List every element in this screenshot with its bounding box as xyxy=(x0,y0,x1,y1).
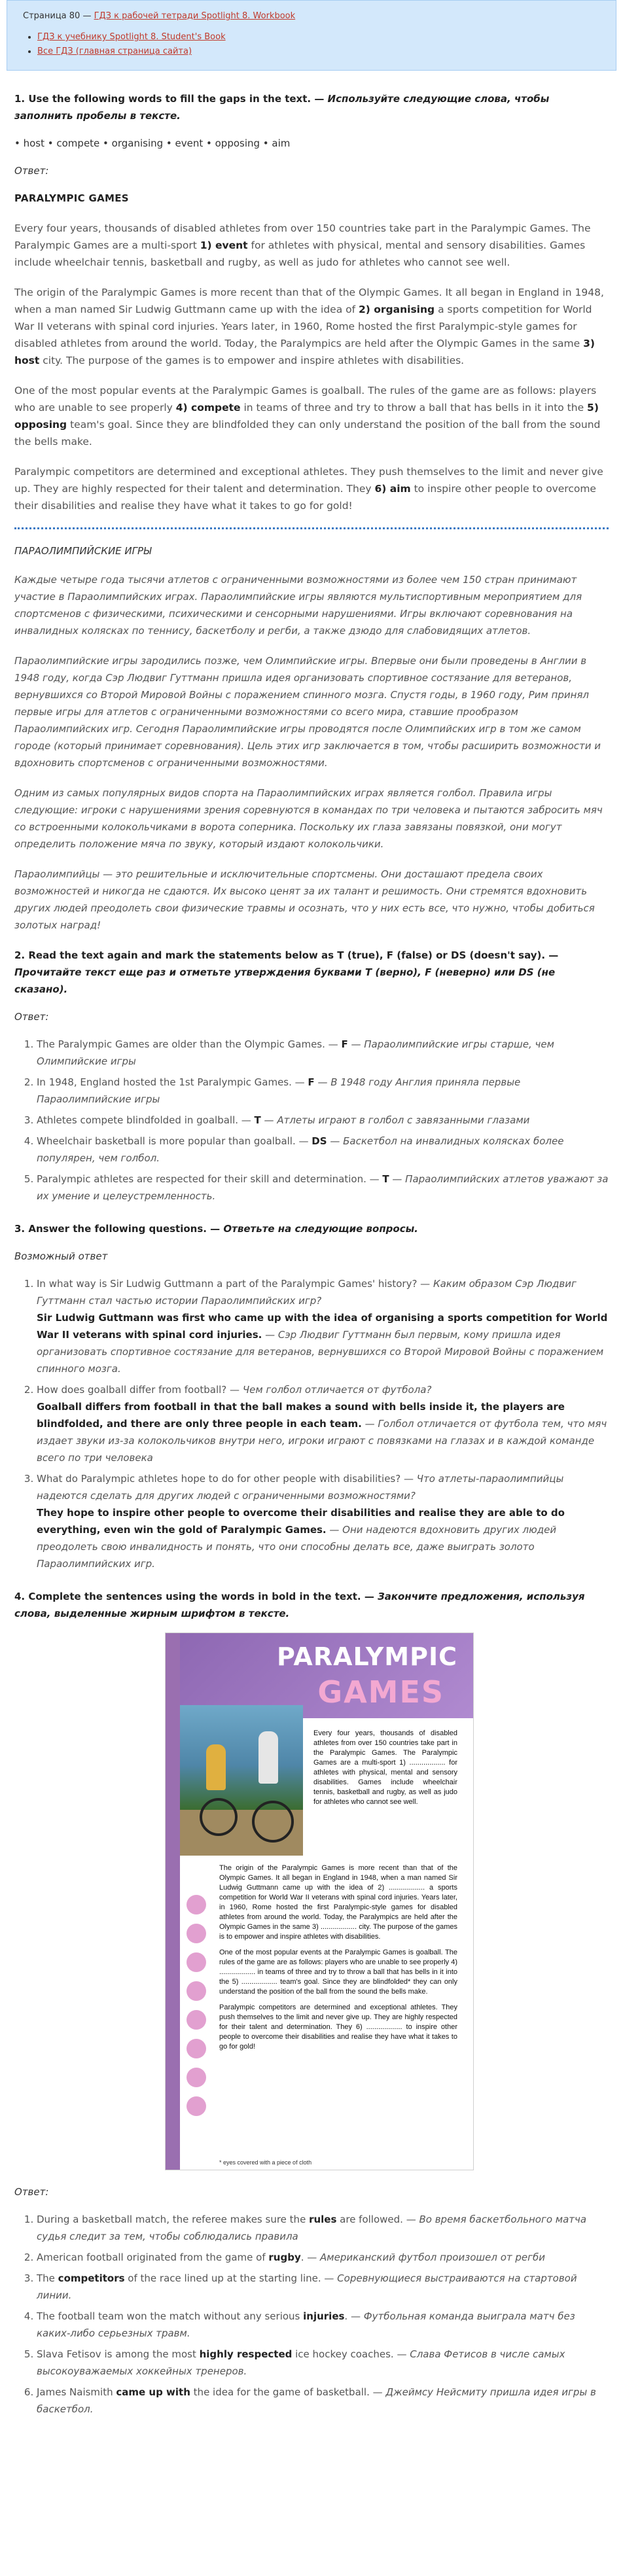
ex1-word-list: • host • compete • organising • event • opposing • aim xyxy=(14,137,291,149)
list-item: 5. Slava Fetisov is among the most highly respected ice hockey coaches. — Слава Фетисов в числе самых высокоуважаемых хоккейных тренеров. xyxy=(37,2346,609,2380)
decorative-circle xyxy=(187,1895,206,1914)
tf-mark: T xyxy=(382,1173,389,1185)
list-item: 2. American football originated from the game of rugby. — Американский футбол произошел от регби xyxy=(37,2249,609,2266)
main-content xyxy=(7,90,616,2418)
ex1-task xyxy=(14,90,609,124)
decorative-circle xyxy=(187,2039,206,2058)
students-book-link[interactable]: ГДЗ к учебнику Spotlight 8. Student's Book xyxy=(37,32,226,42)
ex4-task: 4. Complete the sentences using the words in bold in the text. — Закончите предложения, используя слова, выделенные жирным шрифтом в тексте. xyxy=(14,1591,585,1619)
ex1-translation-paragraph-3: Одним из самых популярных видов спорта на Параолимпийских играх является голбол. Правила игры следующие: игроки с нарушениями зрения соревнуются в командах по три человека и пытаются забросить мяч со встроенными колокольчиками в ворота соперника. Поскольку их глаза завязаны повязкой, они могут определить положение мяча по звуку, который издают колокольчики. xyxy=(14,787,603,850)
filled-gap: 1) event xyxy=(200,239,248,251)
nav-title-prefix: Страница 80 — xyxy=(23,11,94,21)
ex1-task-ru: Используйте следующие слова, чтобы заполнить пробелы в тексте. xyxy=(14,93,550,122)
ex3-task: 3. Answer the following questions. — Ответьте на следующие вопросы. xyxy=(14,1223,418,1235)
decorative-circle xyxy=(187,2010,206,2030)
ex1-translation-paragraph-2: Параолимпийские игры зародились позже, чем Олимпийские игры. Впервые они были проведены в Англии в 1948 году, когда Сэр Людвиг Гуттманн пришла идея организовать спортивное состязание для ветеранов, вернувшихся со Второй Мировой Войны с поражением спинного мозга. Спустя годы, в 1960 году, Рим принял первые игры для атлетов с ограниченными возможностями со всего мира, ставшие прообразом Параолимпийских игр. Сегодня Параолимпийские игры проводятся после Олимпийских игр в том же самом городе (который принимает соревнования). Цель этих игр заключается в том, чтобы расширить возможности и вдохновить спортсменов с ограниченными возможностями. xyxy=(14,655,601,769)
page-margin-stripe xyxy=(166,1633,180,2170)
ex4-answer-list xyxy=(14,2211,609,2418)
filled-gap: 5) opposing xyxy=(14,402,599,431)
ex1-translation-paragraph-4: Параолимпийцы — это решительные и исключительные спортсмены. Они досташают предела своих возможностей и никогда не сдаются. Их высоко ценят за их талант и решимость. Они стремятся вдохновить других людей преодолеть свои физические травмы и осознать, что у них есть все, что нужно, чтобы добиться золотых наград! xyxy=(14,868,595,931)
ex1-paragraph-4: Paralympic competitors are determined and exceptional athletes. They push themselves to the limit and never give up. They are highly respected for their talent and determination. They 6) aim to inspire other people to overcome their disabilities and realise they have what it takes to go for gold! xyxy=(14,466,603,512)
ex1-paragraph-3: One of the most popular events at the Paralympic Games is goalball. The rules of the game are as follows: players who are unable to see properly 4) compete in teams of three and try to throw a ball that has bells in it into the 5) opposing team's goal. Since they are blindfolded they can only understand the position of the ball from the sound the bells make. xyxy=(14,385,601,448)
list-item: 1. The Paralympic Games are older than the Olympic Games. — F — Параолимпийские игры старше, чем Олимпийские игры xyxy=(37,1036,609,1070)
player-figure xyxy=(258,1731,278,1784)
player-figure xyxy=(206,1744,226,1790)
tf-mark: F xyxy=(341,1038,348,1050)
ex1-paragraph-2: The origin of the Paralympic Games is more recent than that of the Olympic Games. It all began in England in 1948, when a man named Sir Ludwig Guttmann came up with the idea of 2) organising a sports competition for World War II veterans with spinal cord injuries. Years later, in 1960, Rome hosted the first Paralympic-style games for disabled athletes from around the world. Today, the Paralympics are held after the Olympic Games in the same 3) host city. The purpose of the games is to empower and inspire athletes with disabilities. xyxy=(14,287,604,366)
decorative-circles xyxy=(187,1895,209,2125)
nav-link-item xyxy=(37,31,600,44)
textbook-page-image xyxy=(165,1632,474,2170)
list-item: 3. Athletes compete blindfolded in goalball. — T — Атлеты играют в голбол с завязанными глазами xyxy=(37,1112,609,1129)
textbook-image-wrapper xyxy=(14,1632,609,2170)
list-item: 4. The football team won the match without any serious injuries. — Футбольная команда выиграла матч без каких-либо серьезных травм. xyxy=(37,2308,609,2342)
ex1-paragraph-1: Every four years, thousands of disabled athletes from over 150 countries take part in the Paralympic Games. The Paralympic Games are a multi-sport 1) event for athletes with physical, mental and sensory disabilities. Games include wheelchair tennis, basketball and rugby, as well as judo for athletes who cannot see well. xyxy=(14,222,591,268)
filled-gap: 6) aim xyxy=(374,483,411,495)
home-link[interactable]: Все ГДЗ (главная страница сайта) xyxy=(37,46,192,56)
nav-title xyxy=(23,10,600,23)
filled-gap: 2) organising xyxy=(359,304,435,315)
ex3-answer-label: Возможный ответ xyxy=(14,1250,108,1262)
list-item: 1. During a basketball match, the referee makes sure the rules are followed. — Во время баскетбольного матча судья следит за тем, чтобы соблюдались правила xyxy=(37,2211,609,2245)
list-item: 3. The competitors of the race lined up at the starting line. — Соревнующиеся выстраиваются на стартовой линии. xyxy=(37,2270,609,2304)
book-intro-text: Every four years, thousands of disabled athletes from over 150 countries take part in the Paralympic Games. The Paralympic Games are a multi-sport 1) .................. for athletes with physical, mental and sensory disabilities. Games include wheelchair tennis, basketball and rugby, as well as judo for athletes who cannot see well. xyxy=(313,1729,457,1806)
list-item: 6. James Naismith came up with the idea for the game of basketball. — Джеймсу Нейсмиту пришла идея игры в баскетбол. xyxy=(37,2384,609,2418)
list-item: 2. In 1948, England hosted the 1st Paralympic Games. — F — В 1948 году Англия приняла первые Параолимпийские игры xyxy=(37,1074,609,1108)
tf-mark: F xyxy=(308,1076,315,1088)
navigation-box xyxy=(7,0,616,71)
list-item: 3. What do Paralympic athletes hope to do for other people with disabilities? — Что атлеты-параолимпийцы надеются сделать для других людей с ограниченными возможностями? They hope to inspire other people to overcome their disabilities and realise they are able to do everything, even win the gold of Paralympic Games. — Они надеются вдохновить других людей преодолеть свою инвалидность и понять, что они способны делать все, даже выиграть золото Параолимпийских игр. xyxy=(37,1470,609,1572)
ex1-task-en: 1. Use the following words to fill the gaps in the text. — xyxy=(14,93,328,105)
ex1-answer-label: Ответ: xyxy=(14,165,49,177)
ex1-translation-title: ПАРАОЛИМПИЙСКИЕ ИГРЫ xyxy=(14,545,152,557)
decorative-circle xyxy=(187,2096,206,2116)
nav-links xyxy=(23,31,600,58)
book-paragraph: One of the most popular events at the Paralympic Games is goalball. The rules of the game are as follows: players who are unable to see properly 4) .................. in teams of three and try to throw a ball that has bells in it into the 5) .................. team's goal. Since they are blindfolded* they can only understand the position of the ball from the sound the bells make. xyxy=(219,1949,457,1996)
book-title-line-2: GAMES xyxy=(317,1674,444,1710)
list-item: 4. Wheelchair basketball is more popular than goalball. — DS — Баскетбол на инвалидных колясках более популярен, чем голбол. xyxy=(37,1133,609,1167)
filled-gap: 4) compete xyxy=(175,402,241,414)
ex3-answer-list xyxy=(14,1275,609,1572)
decorative-circle xyxy=(187,1952,206,1972)
workbook-link[interactable]: ГДЗ к рабочей тетради Spotlight 8. Workbook xyxy=(94,11,296,21)
wheelchair-basketball-photo xyxy=(180,1705,303,1856)
book-body-text xyxy=(219,1863,457,2058)
decorative-circle xyxy=(187,1924,206,1943)
wheelchair-wheel xyxy=(200,1798,238,1836)
decorative-circle xyxy=(187,2068,206,2087)
filled-gap: 3) host xyxy=(14,338,595,366)
ex1-translation-paragraph-1: Каждые четыре года тысячи атлетов с ограниченными возможностями из более чем 150 стран принимают участие в Параолимпийских играх. Параолимпийские игры являются мультиспортивным мероприятием для спортсменов с физическими, психическими и сенсорными нарушениями. Игры включают соревнования на инвалидных колясках по теннису, баскетболу и регби, а также дзюдо для слабовидящих атлетов. xyxy=(14,574,582,637)
list-item: 2. How does goalball differ from football? — Чем голбол отличается от футбола? Goalball differs from football in that the ball makes a sound with bells inside it, the players are blindfolded, and there are only three people in each team. — Голбол отличается от футбола тем, что мяч издает звуки из-за колокольчиков внутри него, игроки играют с повязками на глазах и в каждой команде всего по три человека xyxy=(37,1381,609,1466)
ex1-text-heading: PARALYMPIC GAMES xyxy=(14,192,129,204)
ex2-answer-list xyxy=(14,1036,609,1205)
book-title-line-1: PARALYMPIC xyxy=(277,1642,457,1671)
list-item: 5. Paralympic athletes are respected for their skill and determination. — T — Параолимпийских атлетов уважают за их умение и целеустремленность. xyxy=(37,1171,609,1205)
tf-mark: DS xyxy=(312,1135,327,1147)
ex2-task: 2. Read the text again and mark the statements below as T (true), F (false) or DS (doesn't say). — Прочитайте текст еще раз и отметьте утверждения буквами T (верно), F (неверно) или DS (не сказано). xyxy=(14,949,559,995)
tf-mark: T xyxy=(254,1114,261,1126)
list-item: 1. In what way is Sir Ludwig Guttmann a part of the Paralympic Games' history? — Каким образом Сэр Людвиг Гуттманн стал частью истории Параолимпийских игр? Sir Ludwig Guttmann was first who came up with the idea of organising a sports competition for World War II veterans with spinal cord injuries. — Сэр Людвиг Гуттманн был первым, кому пришла идея организовать спортивное состязание для ветеранов, вернувшихся со Второй Мировой Войны с поражением спинного мозга. xyxy=(37,1275,609,1377)
dotted-divider xyxy=(14,527,609,529)
book-paragraph: Paralympic competitors are determined and exceptional athletes. They push themselves to the limit and never give up. They are highly respected for their talent and determination. They 6) .................. to inspire other people to overcome their disabilities and realise they have what it takes to go for gold! xyxy=(219,2003,457,2051)
ex4-answer-label: Ответ: xyxy=(14,2186,49,2198)
ex2-answer-label: Ответ: xyxy=(14,1011,49,1023)
nav-link-item xyxy=(37,45,600,58)
book-paragraph: The origin of the Paralympic Games is more recent than that of the Olympic Games. It all began in England in 1948, when a man named Sir Ludwig Guttmann came up with the idea of 2) .................. a sports competition for World War II veterans with spinal cord injuries. Years later, in 1960, Rome hosted the first Paralympic-style games for disabled athletes from around the world. Today, the Paralympics are held after the Olympic Games in the same 3) .................. city. The purpose of the games is to empower and inspire athletes with disabilities. xyxy=(219,1864,457,1941)
wheelchair-wheel xyxy=(252,1801,294,1843)
decorative-circle xyxy=(187,1981,206,2001)
book-footnote: * eyes covered with a piece of cloth xyxy=(219,2159,312,2166)
